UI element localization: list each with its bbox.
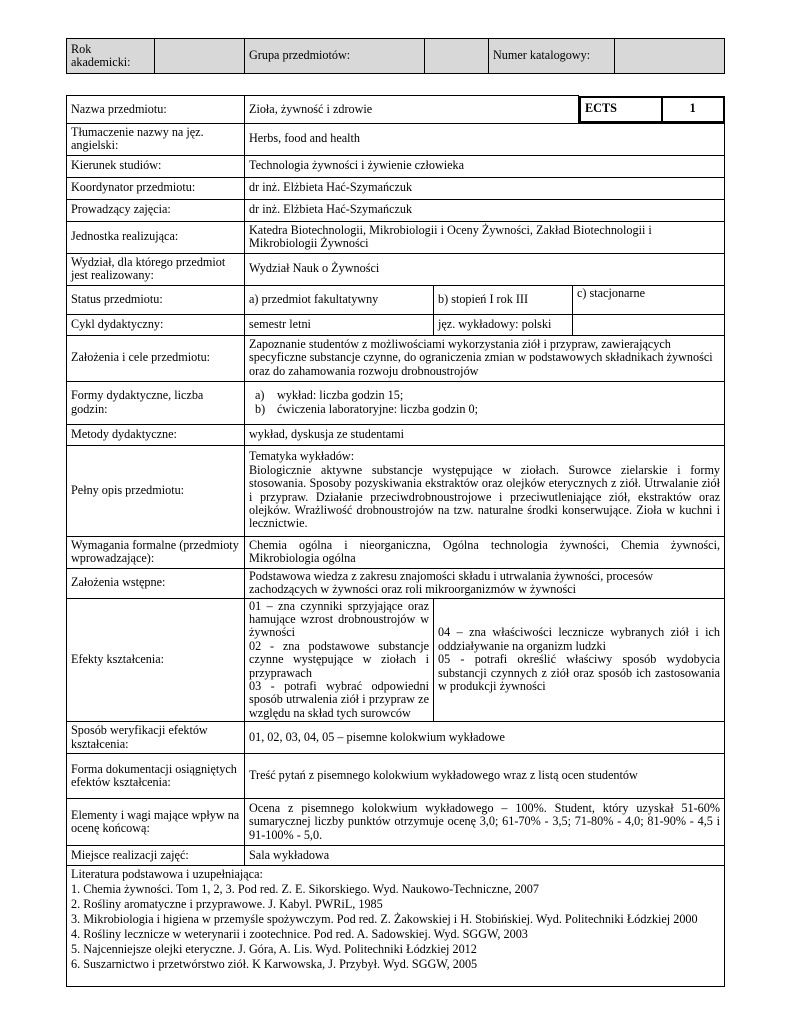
grupa-przedmiotow-label: Grupa przedmiotów: [245,39,425,74]
tlumaczenie-label: Tłumaczenie nazwy na jęz. angielski: [67,123,245,155]
nazwa-label: Nazwa przedmiotu: [67,96,245,124]
numer-katalogowy-value[interactable] [615,39,725,74]
elementy-value: Ocena z pisemnego kolokwium wykładowego – 100%. Student, który uzyskał 51-60% sumarycznej liczby punktów otrzymuje ocenę 3,0; 61-70% - 3,5; 71-80% - 4,0; 81-90% - 4,5 i 91-100% - 5,0. [245,799,725,846]
prowadzacy-label: Prowadzący zajęcia: [67,199,245,221]
wymagania-label: Wymagania formalne (przedmioty wprowadzające): [67,536,245,568]
literatura [67,866,725,987]
forma-dok-label: Forma dokumentacji osiągniętych efektów kształcenia: [67,754,245,799]
metody-label: Metody dydaktyczne: [67,424,245,445]
efekty-right [434,598,725,722]
status-label: Status przedmiotu: [67,285,245,314]
efekt-03: 03 - potrafi wybrać odpowiedni sposób utrwalenia ziół i przypraw ze względu na skład tych surowców [249,678,429,720]
efekt-05: 05 - potrafi określić właściwy sposób wydobycia substancji czynnych z ziół oraz sposób ich zastosowania w produkcji żywności [438,652,721,693]
literatura-item: 1. Chemia żywności. Tom 1, 2, 3. Pod red. Z. E. Sikorskiego. Wyd. Naukowo-Techniczne, 2007 [71,882,539,897]
kierunek-value: Technologia żywności i żywienie człowieka [245,155,725,177]
koordynator-label: Koordynator przedmiotu: [67,177,245,199]
status-a: a) przedmiot fakultatywny [245,285,434,314]
literatura-item: 4. Rośliny lecznicze w weterynarii i zootechnice. Pod red. A. Sadowskiej. Wyd. SGGW, 2003 [71,927,528,942]
ects-label: ECTS [580,97,662,122]
literatura-item: 2. Rośliny aromatyczne i przyprawowe. J. Kabyl. PWRiL, 1985 [71,897,383,912]
opis-label: Pełny opis przedmiotu: [67,445,245,536]
efekt-01: 01 – zna czynniki sprzyjające oraz hamujące wzrost drobnoustrojów w żywności [249,598,429,640]
rok-akademicki-label: Rok akademicki: [67,39,155,74]
ects-value: 1 [662,97,724,122]
efekt-04: 04 – zna właściwości lecznicze wybranych ziół i ich oddziaływanie na organizm ludzki [438,625,721,653]
kierunek-label: Kierunek studiów: [67,155,245,177]
opis-text: Biologicznie aktywne substancje występujące w ziołach. Surowce zielarskie i formy stosowania. Sposoby pozyskiwania ekstraktów oraz olejków eterycznych z ziół. Utrwalanie ziół i przypraw. Działanie przeciwdrobnoustrojowe i przeciwutleniające ziół, ekstraktów oraz olejków. Wrażliwość drobnoustrojów na tzw. naturalne środki konserwujące. Zioła w kuchni i lecznictwie. [249,462,721,531]
literatura-heading: Literatura podstawowa i uzupełniająca: [71,867,263,882]
cykl-a: semestr letni [245,314,434,335]
zalozenia-cele-value: Zapoznanie studentów z możliwościami wykorzystania ziół i przypraw, zawierających specyficzne substancje czynne, do ograniczenia zmian w podstawowych składnikach żywności oraz do zahamowania rozwoju drobnoustrojów [245,335,725,381]
status-c: c) stacjonarne [573,285,725,314]
rok-akademicki-value[interactable] [155,39,245,74]
koordynator-value: dr inż. Elżbieta Hać-Szymańczuk [245,177,725,199]
formy-label: Formy dydaktyczne, liczba godzin: [67,381,245,424]
formy-item: b) ćwiczenia laboratoryjne: liczba godzin 0; [255,401,479,416]
elementy-label: Elementy i wagi mające wpływ na ocenę końcową: [67,799,245,846]
course-table [66,95,725,987]
wydzial-value: Wydział Nauk o Żywności [245,253,725,285]
formy-item: a) wykład: liczba godzin 15; [255,388,404,403]
status-b: b) stopień I rok III [434,285,573,314]
formy-value [245,381,725,424]
prowadzacy-value: dr inż. Elżbieta Hać-Szymańczuk [245,199,725,221]
miejsce-value: Sala wykładowa [245,846,725,866]
opis-value [245,445,725,536]
zalozenia-wstepne-label: Założenia wstępne: [67,568,245,598]
efekty-label: Efekty kształcenia: [67,598,245,722]
miejsce-label: Miejsce realizacji zajęć: [67,846,245,866]
header-table [66,38,725,74]
opis-heading: Tematyka wykładów: [249,449,355,464]
tlumaczenie-value: Herbs, food and health [245,123,725,155]
jednostka-value: Katedra Biotechnologii, Mikrobiologii i Oceny Żywności, Zakład Biotechnologii i Mikrobiologii Żywności [245,221,725,253]
jednostka-label: Jednostka realizująca: [67,221,245,253]
grupa-przedmiotow-value[interactable] [425,39,489,74]
numer-katalogowy-label: Numer katalogowy: [489,39,615,74]
zalozenia-cele-label: Założenia i cele przedmiotu: [67,335,245,381]
efekty-left [245,598,434,722]
literatura-item: 6. Suszarnictwo i przetwórstwo ziół. K Karwowska, J. Przybył. Wyd. SGGW, 2005 [71,957,478,972]
wymagania-value: Chemia ogólna i nieorganiczna, Ogólna technologia żywności, Chemia żywności, Mikrobiologia ogólna [245,536,725,568]
forma-dok-value: Treść pytań z pisemnego kolokwium wykładowego wraz z listą ocen studentów [245,754,725,799]
sposob-label: Sposób weryfikacji efektów kształcenia: [67,722,245,754]
metody-value: wykład, dyskusja ze studentami [245,424,725,445]
wydzial-label: Wydział, dla którego przedmiot jest realizowany: [67,253,245,285]
efekt-02: 02 - zna podstawowe substancje czynne występujące w ziołach i przyprawach [249,638,429,680]
sposob-value: 01, 02, 03, 04, 05 – pisemne kolokwium wykładowe [245,722,725,754]
literatura-item: 5. Najcenniejsze olejki eteryczne. J. Góra, A. Lis. Wyd. Politechniki Łódzkiej 2012 [71,942,477,957]
zalozenia-wstepne-value: Podstawowa wiedza z zakresu znajomości składu i utrwalania żywności, procesów zachodzących w żywności oraz roli mikroorganizmów w żywności [245,568,725,598]
cykl-b: jęz. wykładowy: polski [434,314,573,335]
literatura-item: 3. Mikrobiologia i higiena w przemyśle spożywczym. Pod red. Z. Żakowskiej i H. Stobińskiej. Wyd. Politechniki Łódzkiej 2000 [71,912,698,927]
cykl-c [573,314,725,335]
cykl-label: Cykl dydaktyczny: [67,314,245,335]
nazwa-value: Zioła, żywność i zdrowie [245,96,579,124]
